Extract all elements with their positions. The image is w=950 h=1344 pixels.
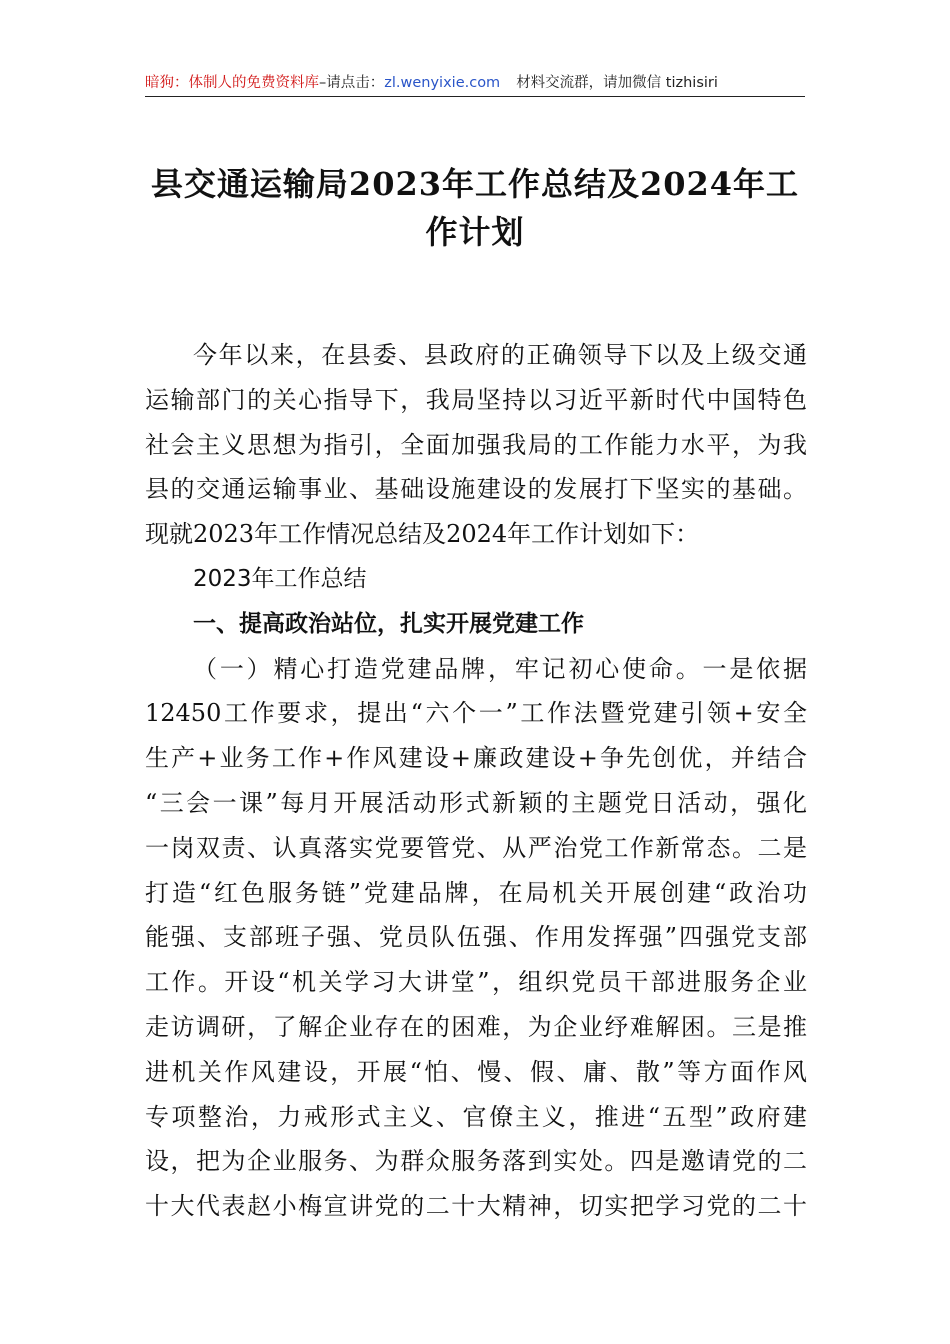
body-line: 能强、支部班子强、党员队伍强、作用发挥强”四强党支部 (145, 923, 807, 952)
body-line: 工作。开设“机关学习大讲堂”，组织党员干部进服务企业 (145, 968, 807, 997)
body-line: 走访调研，了解企业存在的困难，为企业纾难解困。三是推 (145, 1012, 807, 1041)
body-line: 运输部门的关心指导下，我局坚持以习近平新时代中国特色 (145, 385, 807, 414)
body-line: （一）精心打造党建品牌，牢记初心使命。一是依据 (193, 654, 807, 683)
document-body (145, 333, 807, 1229)
body-line: 12450工作要求，提出“六个一”工作法暨党建引领+安全 (145, 699, 807, 728)
body-line: 社会主义思想为指引，全面加强我局的工作能力水平，为我 (145, 430, 807, 459)
body-line: 现就2023年工作情况总结及2024年工作计划如下： (145, 520, 700, 549)
body-line: 进机关作风建设，开展“怕、慢、假、庸、散”等方面作风 (145, 1057, 807, 1086)
link-prompt: –请点击： (319, 75, 385, 91)
page-header (145, 72, 805, 94)
body-line: 生产+业务工作+作风建设+廉政建设+争先创优，并结合 (145, 744, 807, 773)
source-label: 暗狗：体制人的免费资料库 (145, 75, 319, 91)
body-line: 县的交通运输事业、基础设施建设的发展打下坚实的基础。 (145, 475, 807, 504)
contact-info: 材料交流群，请加微信 tizhisiri (516, 75, 718, 91)
document-title-line-1: 县交通运输局2023年工作总结及2024年工 (150, 165, 800, 203)
body-line: 十大代表赵小梅宣讲党的二十大精神，切实把学习党的二十 (145, 1192, 807, 1221)
source-link[interactable]: zl.wenyixie.com (384, 75, 501, 91)
body-line: 今年以来，在县委、县政府的正确领导下以及上级交通 (193, 341, 807, 369)
body-line: 打造“红色服务链”党建品牌，在局机关开展创建“政治功 (145, 878, 807, 907)
section-heading-summary: 2023年工作总结 (193, 565, 367, 592)
body-line: 设，把为企业服务、为群众服务落到实处。四是邀请党的二 (145, 1147, 807, 1176)
body-line: “三会一课”每月开展活动形式新颖的主题党日活动，强化 (145, 788, 807, 817)
header-divider (145, 96, 805, 97)
body-line: 专项整治，力戒形式主义、官僚主义，推进“五型”政府建 (145, 1102, 807, 1131)
document-title-line-2: 作计划 (425, 213, 525, 251)
body-line: 一岗双责、认真落实党要管党、从严治党工作新常态。二是 (145, 833, 807, 862)
section-heading-1: 一、提高政治站位，扎实开展党建工作 (193, 610, 584, 637)
